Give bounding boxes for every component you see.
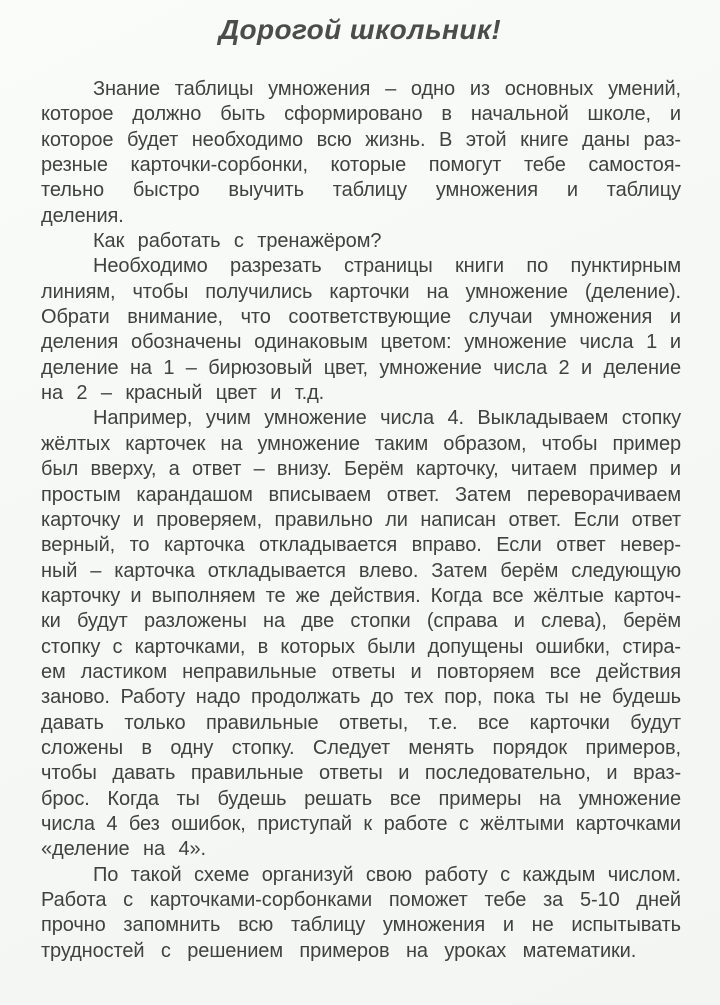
text-line: карточку и выполняем те же действия. Когда все жёлтые карточ- [41,584,681,607]
text-line: По такой схеме организуй свою работу с каждым числом. [93,863,681,886]
text-line: брос. Когда ты будешь решать все примеры на умножение [41,787,681,810]
text-line: Работа с карточками-сорбонками поможет тебе за 5-10 дней [41,889,681,911]
text-line: деление на 1 – бирюзовый цвет, умножение числа 2 и деление [41,356,681,379]
text-line: был вверху, а ответ – внизу. Берём карточку, читаем пример и [41,458,681,481]
text-line: Как работать с тренажёром? [93,230,382,253]
text-line: ем ластиком неправильные ответы и повторяем все действия [41,660,681,683]
text-line: верный, то карточка откладывается вправо. Если ответ невер- [41,534,681,557]
text-line: ки будут разложены на две стопки (справа и слева), берём [41,610,681,633]
text-line: давать только правильные ответы, т.е. все карточки будут [41,711,681,734]
text-line: заново. Работу надо продолжать до тех пор, пока ты не будешь [41,686,681,709]
paragraph [41,77,681,229]
text-line: трудностей с решением примеров на уроках математики. [41,939,637,962]
paragraph [41,863,681,964]
text-line: чтобы давать правильные ответы и последовательно, и враз- [41,762,681,785]
paragraph [41,254,681,406]
text-line: Обрати внимание, что соответствующие случаи умножения и [41,306,681,329]
text-line: прочно запомнить всю таблицу умножения и не испытывать [41,914,681,937]
text-line: сложены в одну стопку. Следует менять порядок примеров, [41,736,681,759]
text-line: на 2 – красный цвет и т.д. [41,382,325,405]
text-line: жёлтых карточек на умножение таким образом, чтобы пример [41,432,681,455]
text-line: «деление на 4». [41,838,206,861]
text-line: резные карточки-сорбонки, которые помогут тебе самостоя- [41,154,681,177]
page-body [41,77,681,964]
text-line: простым карандашом вписываем ответ. Затем переворачиваем [41,483,681,506]
text-line: которое будет необходимо всю жизнь. В этой книге даны раз- [41,128,681,151]
text-line: числа 4 без ошибок, приступай к работе с жёлтыми карточками [41,812,681,835]
text-line: Например, учим умножение числа 4. Выкладываем стопку [93,407,681,430]
text-line: Необходимо разрезать страницы книги по пунктирным [93,255,681,278]
text-line: которое должно быть сформировано в начальной школе, и [41,103,681,126]
text-line: Знание таблицы умножения – одно из основных умений, [93,78,681,100]
text-line: деления обозначены одинаковым цветом: умножение числа 1 и [41,331,681,354]
text-line: ный – карточка откладывается влево. Затем берём следующую [41,559,681,582]
paragraph [41,229,681,254]
page-title: Дорогой школьник! [218,14,502,45]
text-line: тельно быстро выучить таблицу умножения и таблицу деления. [41,179,681,227]
paragraph [41,406,681,862]
text-line: карточку и проверяем, правильно ли написан ответ. Если ответ [41,508,681,531]
text-line: стопку с карточками, в которых были допущены ошибки, стира- [41,635,681,658]
text-line: линиям, чтобы получились карточки на умножение (деление). [41,280,681,303]
